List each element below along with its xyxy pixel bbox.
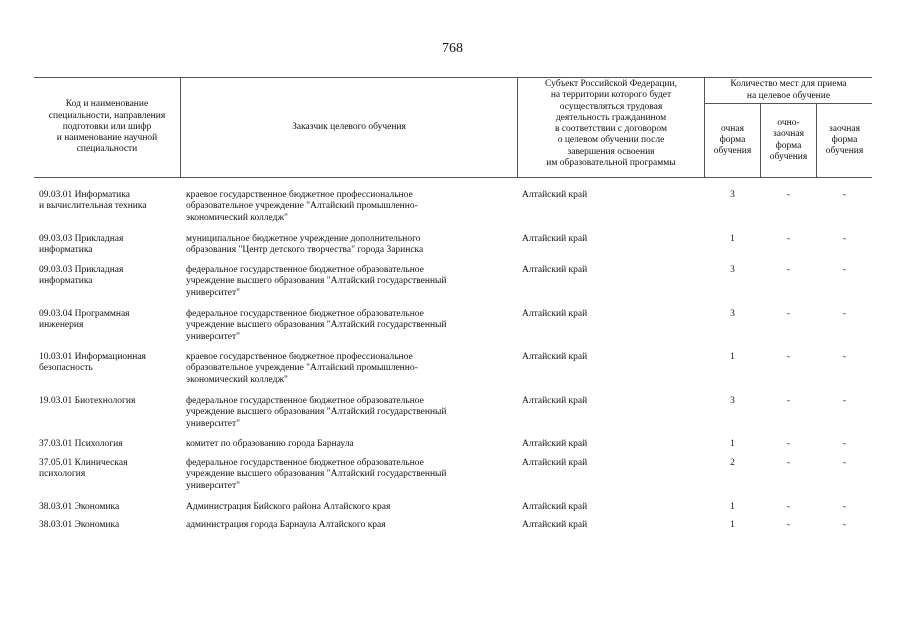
cell-customer: краевое государственное бюджетное профессиональное образовательное учреждение "Алтайский промышленно- экономический колледж" — [186, 352, 418, 385]
cell-distance: - — [842, 265, 847, 275]
header-part-time: очно- заочная форма обучения — [769, 117, 808, 162]
cell-customer: краевое государственное бюджетное профессиональное образовательное учреждение "Алтайский промышленно- экономический колледж" — [186, 190, 418, 223]
cell-distance: - — [842, 520, 847, 530]
header-subject: Субъект Российской Федерации, на территории которого будет осуществляться трудовая деятельность гражданином в соответствии с договором о целевом обучении после завершения освоения им образовательной программы — [545, 79, 677, 169]
cell-full-time: 2 — [730, 458, 735, 468]
header-distance: заочная форма обучения — [825, 123, 864, 157]
cell-full-time: 1 — [730, 352, 735, 362]
cell-code: 19.03.01 Биотехнология — [39, 396, 136, 406]
cell-customer: муниципальное бюджетное учреждение дополнительного образования "Центр детского творчества" города Заринска — [186, 234, 424, 256]
cell-full-time: 3 — [730, 309, 735, 319]
cell-subject: Алтайский край — [522, 502, 588, 512]
cell-code: 09.03.04 Программная инженерия — [39, 309, 130, 331]
cell-full-time: 1 — [730, 520, 735, 530]
cell-part-time: - — [786, 190, 791, 200]
cell-part-time: - — [786, 265, 791, 275]
header-full-time: очная форма обучения — [713, 123, 752, 157]
cell-part-time: - — [786, 396, 791, 406]
cell-full-time: 1 — [730, 439, 735, 449]
header-customer: Заказчик целевого обучения — [292, 121, 406, 132]
cell-customer: федеральное государственное бюджетное образовательное учреждение высшего образования "Алтайский государственный университет" — [186, 265, 447, 298]
cell-distance: - — [842, 234, 847, 244]
cell-subject: Алтайский край — [522, 439, 588, 449]
cell-distance: - — [842, 309, 847, 319]
cell-full-time: 3 — [730, 190, 735, 200]
cell-code: 09.03.03 Прикладная информатика — [39, 234, 124, 256]
cell-part-time: - — [786, 458, 791, 468]
cell-distance: - — [842, 439, 847, 449]
header-code: Код и наименование специальности, направления подготовки или шифр и наименование научной специальности — [48, 99, 166, 155]
cell-full-time: 1 — [730, 234, 735, 244]
cell-customer: Администрация Бийского района Алтайского края — [186, 502, 391, 512]
cell-subject: Алтайский край — [522, 520, 588, 530]
cell-subject: Алтайский край — [522, 352, 588, 362]
cell-part-time: - — [786, 439, 791, 449]
cell-subject: Алтайский край — [522, 458, 588, 468]
cell-full-time: 3 — [730, 396, 735, 406]
cell-customer: федеральное государственное бюджетное образовательное учреждение высшего образования "Алтайский государственный университет" — [186, 309, 447, 342]
cell-distance: - — [842, 458, 847, 468]
cell-subject: Алтайский край — [522, 396, 588, 406]
cell-full-time: 1 — [730, 502, 735, 512]
cell-part-time: - — [786, 502, 791, 512]
cell-part-time: - — [786, 520, 791, 530]
header-bottom-border — [34, 177, 872, 178]
cell-customer: комитет по образованию города Барнаула — [186, 439, 354, 449]
cell-full-time: 3 — [730, 265, 735, 275]
cell-code: 38.03.01 Экономика — [39, 520, 120, 530]
cell-subject: Алтайский край — [522, 265, 588, 275]
cell-code: 38.03.01 Экономика — [39, 502, 120, 512]
cell-part-time: - — [786, 352, 791, 362]
header-places: Количество мест для приема на целевое обучение — [730, 79, 847, 101]
cell-subject: Алтайский край — [522, 309, 588, 319]
cell-code: 09.03.03 Прикладная информатика — [39, 265, 124, 287]
cell-subject: Алтайский край — [522, 234, 588, 244]
cell-code: 37.03.01 Психология — [39, 439, 123, 449]
cell-code: 37.05.01 Клиническая психология — [39, 458, 128, 480]
cell-customer: федеральное государственное бюджетное образовательное учреждение высшего образования "Алтайский государственный университет" — [186, 396, 447, 429]
cell-customer: федеральное государственное бюджетное образовательное учреждение высшего образования "Алтайский государственный университет" — [186, 458, 447, 491]
cell-customer: администрация города Барнаула Алтайского края — [186, 520, 386, 530]
cell-distance: - — [842, 352, 847, 362]
cell-code: 10.03.01 Информационная безопасность — [39, 352, 146, 374]
page-number: 768 — [442, 41, 463, 56]
cell-distance: - — [842, 502, 847, 512]
cell-distance: - — [842, 396, 847, 406]
cell-subject: Алтайский край — [522, 190, 588, 200]
cell-code: 09.03.01 Информатика и вычислительная техника — [39, 190, 147, 212]
cell-part-time: - — [786, 309, 791, 319]
cell-part-time: - — [786, 234, 791, 244]
cell-distance: - — [842, 190, 847, 200]
